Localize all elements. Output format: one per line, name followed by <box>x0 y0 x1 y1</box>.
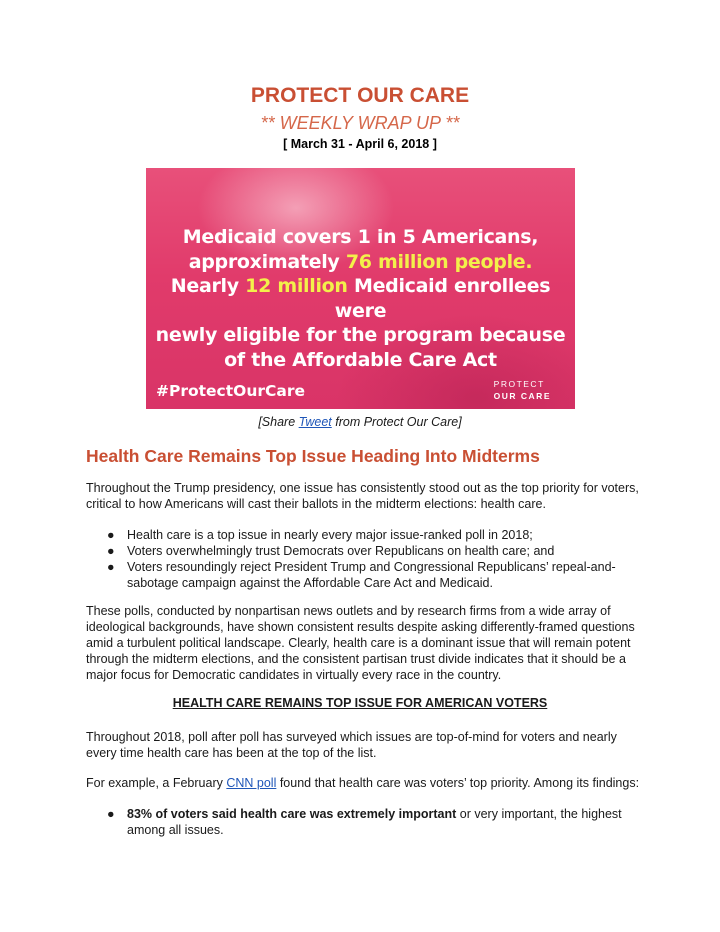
finding-bold-text: 83% of voters said health care was extremely important <box>127 807 457 821</box>
caption-post: from Protect Our Care] <box>331 415 462 429</box>
cnn-paragraph <box>86 775 646 791</box>
document-title: PROTECT OUR CARE <box>250 84 470 107</box>
hero-line-1: Medicaid covers 1 in 5 Americans, <box>182 226 539 248</box>
hero-line-3-rest: Medicaid enrollees were <box>334 275 551 322</box>
list-item-text: Health care is a top issue in nearly every major issue-ranked poll in 2018; <box>127 528 533 542</box>
findings-list <box>86 806 646 838</box>
hero-image <box>146 168 575 409</box>
bullet-icon: ● <box>107 807 115 821</box>
hero-hashtag: #ProtectOurCare <box>156 382 306 400</box>
section-heading: Health Care Remains Top Issue Heading Into Midterms <box>86 446 540 466</box>
trend-paragraph: Throughout 2018, poll after poll has surveyed which issues are top-of-mind for voters and nearly every time health care has been at the top of the list. <box>86 730 617 760</box>
hero-line-3 <box>146 274 575 323</box>
bullet-icon: ● <box>107 528 115 542</box>
key-points-list <box>86 527 646 591</box>
caption-pre: [Share <box>258 415 299 429</box>
hero-line-5: of the Affordable Care Act <box>224 348 497 371</box>
hero-line-3-text: Nearly <box>170 275 246 297</box>
brand-line-2: OUR CARE <box>493 391 551 401</box>
list-item <box>86 543 646 559</box>
hero-line-2 <box>146 250 575 275</box>
hero-line-4: newly eligible for the program because <box>155 324 566 346</box>
cnn-paragraph-post: found that health care was voters’ top priority. Among its findings: <box>276 776 640 790</box>
list-item-text: Voters overwhelmingly trust Democrats over Republicans on health care; and <box>127 544 555 558</box>
list-item-text: Voters resoundingly reject President Trump and Congressional Republicans’ repeal-and-sabotage campaign against the Affordable Care Act and Medicaid. <box>127 560 616 590</box>
brand-line-1: PROTECT <box>493 379 545 389</box>
cnn-poll-link[interactable]: CNN poll <box>226 776 277 790</box>
date-range: [ March 31 - April 6, 2018 ] <box>283 137 437 151</box>
bullet-icon: ● <box>107 560 115 574</box>
polls-paragraph: These polls, conducted by nonpartisan news outlets and by research firms from a wide array of ideological backgrounds, have shown consistent results despite asking differently-framed questions amid a turbulent political landscape. Clearly, health care is a dominant issue that will remain potent through the midterm elections, and the consistent partisan trust divide indicates that it should be a major focus for Democratic candidates in virtually every race in the country. <box>86 604 635 682</box>
bullet-icon: ● <box>107 544 115 558</box>
list-item <box>86 559 646 591</box>
hero-highlight-76-million: 76 million people. <box>345 250 533 273</box>
list-item <box>86 527 646 543</box>
list-item <box>86 806 646 838</box>
hero-line-2-text: approximately <box>188 250 346 273</box>
subsection-heading: HEALTH CARE REMAINS TOP ISSUE FOR AMERICAN VOTERS <box>172 696 548 710</box>
tweet-link[interactable]: Tweet <box>298 415 332 429</box>
cnn-paragraph-pre: For example, a February <box>86 776 227 790</box>
finding-rest-text: or very important, the highest among all issues. <box>127 807 622 837</box>
image-caption <box>0 415 720 429</box>
hero-text <box>146 225 575 372</box>
brand-logo <box>494 378 551 402</box>
hero-highlight-12-million: 12 million <box>245 275 348 297</box>
intro-paragraph: Throughout the Trump presidency, one issue has consistently stood out as the top priority for voters, critical to how Americans will cast their ballots in the midterm elections: health care. <box>86 481 639 511</box>
document-subtitle: ** WEEKLY WRAP UP ** <box>260 113 460 133</box>
